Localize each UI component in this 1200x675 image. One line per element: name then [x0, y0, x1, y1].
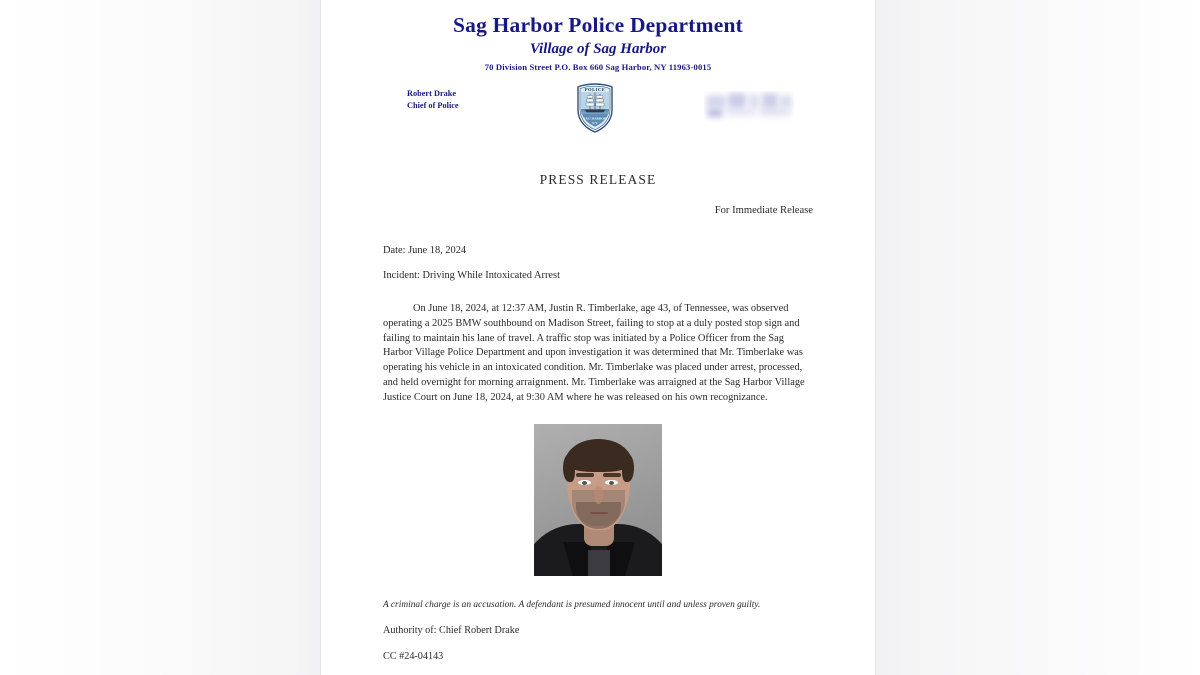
photo-mouth: [590, 512, 608, 515]
redacted-contact-block: [704, 91, 794, 123]
press-release-document: [321, 0, 875, 675]
backdrop-right: [874, 0, 1200, 675]
release-incident-line: Incident: Driving While Intoxicated Arrest: [383, 270, 560, 282]
letterhead-crest-row: [321, 83, 875, 141]
photo-pupil-right: [609, 481, 614, 485]
redaction-blob: [780, 95, 792, 108]
legal-disclaimer: A criminal charge is an accusation. A defendant is presumed innocent until and unless proven guilty.: [383, 599, 761, 610]
chief-name: Robert Drake: [407, 89, 457, 99]
booking-photo-container: [321, 424, 875, 576]
release-body-paragraph: On June 18, 2024, at 12:37 AM, Justin R. Timberlake, age 43, of Tennessee, was observed operating a 2025 BMW southbound on Madison Street, failing to stop at a duly posted stop sign and failing to maintain his lane of travel. A traffic stop was initiated by a Police Officer from the Sag Harbor Village Police Department and upon investigation it was determined that Mr. Timberlake was operating his vehicle in an intoxicated condition. Mr. Timberlake was placed under arrest, processed, and held overnight for morning arraignment. Mr. Timberlake was arraigned at the Sag Harbor Village Justice Court on June 18, 2024, at 9:30 AM where he was released on his own recognizance.: [383, 303, 805, 403]
svg-text:SAG HARBOR: SAG HARBOR: [583, 116, 607, 121]
chief-of-police-block: [407, 88, 459, 111]
document-footer: [321, 600, 875, 662]
village-name: Village of Sag Harbor: [529, 40, 667, 57]
photo-nose: [594, 486, 603, 504]
press-release-title: PRESS RELEASE: [539, 172, 657, 188]
svg-text:N.Y.: N.Y.: [592, 120, 598, 125]
department-address: 70 Division Street P.O. Box 660 Sag Harbor, NY 11963-0015: [484, 62, 712, 73]
redaction-blob: [728, 93, 746, 109]
police-shield-badge-icon: [575, 83, 615, 133]
photo-hair-left: [563, 454, 575, 482]
photo-eyebrow-right: [603, 473, 621, 477]
photo-hair-right: [622, 454, 634, 482]
redaction-blob: [749, 94, 759, 109]
letterhead: [321, 0, 875, 72]
release-metadata: [321, 245, 875, 281]
release-date-line: Date: June 18, 2024: [383, 245, 467, 257]
redaction-blob: [726, 108, 756, 116]
case-number: CC #24-04143: [383, 650, 444, 662]
for-immediate-release-label: For Immediate Release: [714, 205, 813, 217]
redaction-blob: [706, 95, 726, 108]
redaction-blob: [759, 108, 791, 116]
photo-eyebrow-left: [576, 473, 594, 477]
svg-text:POLICE: POLICE: [584, 87, 606, 93]
department-name: Sag Harbor Police Department: [452, 13, 744, 37]
backdrop-left: [0, 0, 322, 675]
booking-photograph: [534, 424, 662, 576]
photo-pupil-left: [582, 481, 587, 485]
redaction-blob: [762, 93, 778, 109]
photo-shirt: [588, 550, 610, 576]
authority-line: Authority of: Chief Robert Drake: [383, 624, 520, 636]
redaction-blob: [707, 109, 723, 117]
chief-title: Chief of Police: [407, 100, 459, 110]
